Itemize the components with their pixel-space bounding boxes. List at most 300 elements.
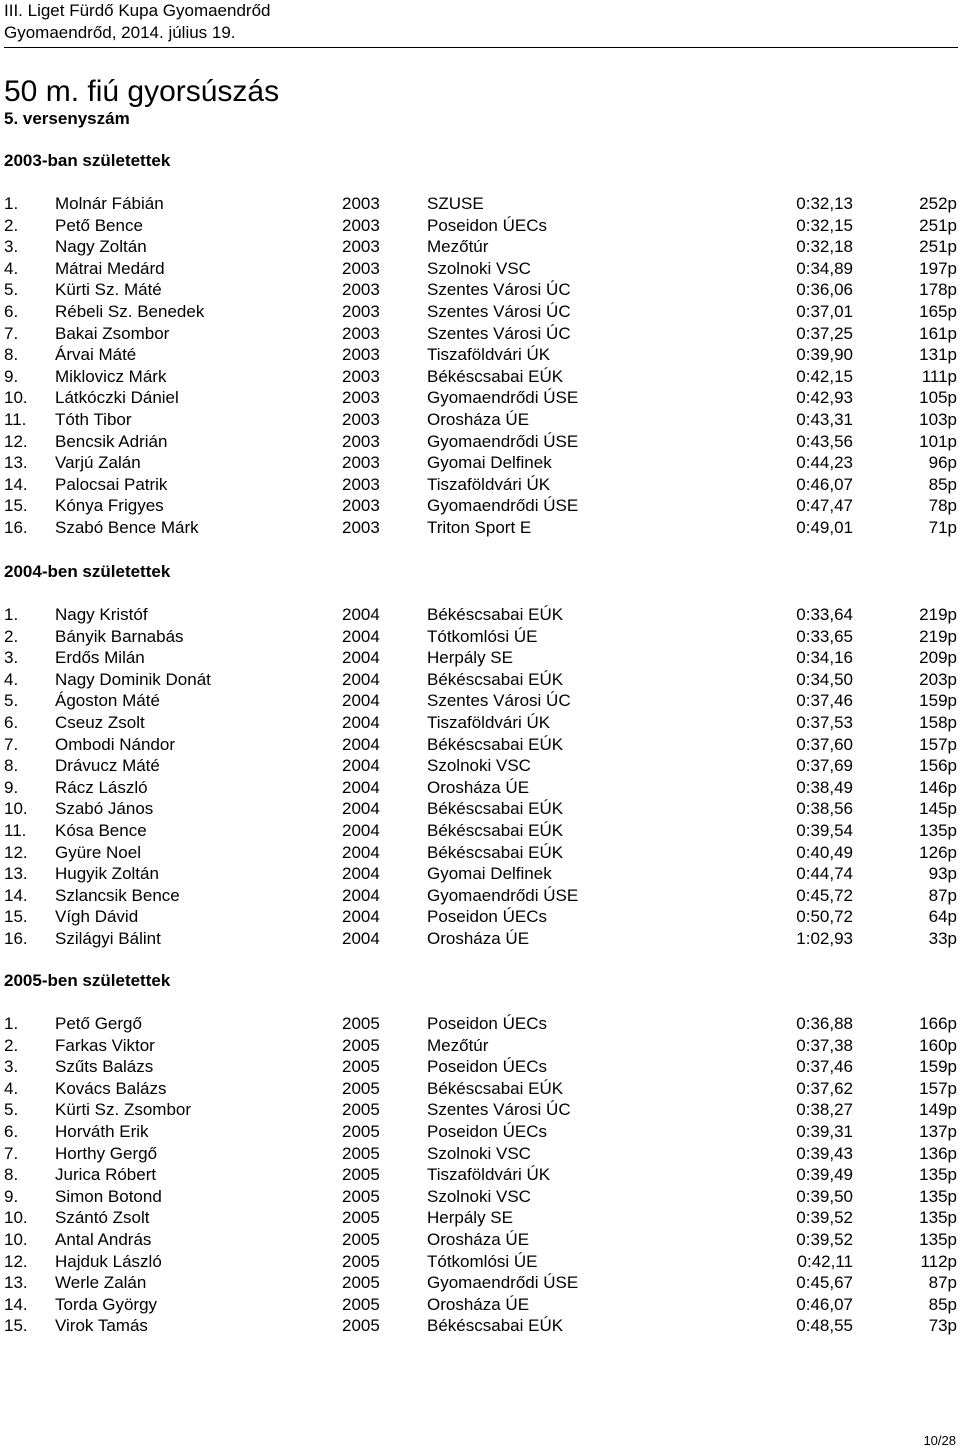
result-row bbox=[4, 1143, 957, 1165]
swimmer-name: Kósa Bence bbox=[55, 820, 147, 840]
swimmer-name: Kürti Sz. Máté bbox=[55, 280, 162, 300]
club-name: Békéscsabai EÚK bbox=[427, 820, 564, 840]
rank-cell: 5. bbox=[4, 280, 19, 300]
result-row bbox=[4, 258, 957, 280]
swimmer-name: Árvai Máté bbox=[55, 345, 137, 365]
event-number: 5. versenyszám bbox=[4, 109, 130, 128]
swimmer-name: Kürti Sz. Zsombor bbox=[55, 1100, 192, 1120]
result-time: 0:44,23 bbox=[796, 453, 853, 473]
rank-cell: 3. bbox=[4, 648, 19, 668]
club-name: Gyomaendrődi ÚSE bbox=[427, 885, 579, 905]
birth-year: 2004 bbox=[342, 842, 380, 862]
swimmer-name: Rácz László bbox=[55, 777, 148, 797]
birth-year: 2005 bbox=[342, 1035, 380, 1055]
birth-year: 2005 bbox=[342, 1078, 380, 1098]
club-name: Gyomaendrődi ÚSE bbox=[427, 388, 579, 408]
birth-year: 2005 bbox=[342, 1100, 380, 1120]
swimmer-name: Virok Tamás bbox=[55, 1316, 148, 1336]
result-time: 0:33,65 bbox=[796, 626, 853, 646]
swimmer-name: Drávucz Máté bbox=[55, 756, 160, 776]
result-time: 0:32,15 bbox=[796, 215, 853, 235]
rank-cell: 7. bbox=[4, 1143, 19, 1163]
swimmer-name: Miklovicz Márk bbox=[55, 366, 167, 386]
result-row bbox=[4, 495, 957, 517]
result-row bbox=[4, 777, 957, 799]
result-time: 0:38,27 bbox=[796, 1100, 853, 1120]
result-time: 0:42,15 bbox=[796, 366, 853, 386]
birth-year: 2003 bbox=[342, 301, 380, 321]
birth-year: 2004 bbox=[342, 669, 380, 689]
result-time: 0:39,50 bbox=[796, 1186, 853, 1206]
birth-year: 2005 bbox=[342, 1014, 380, 1033]
result-points: 71p bbox=[928, 517, 957, 537]
result-points: 159p bbox=[919, 691, 957, 711]
result-points: 131p bbox=[919, 345, 957, 365]
result-points: 85p bbox=[928, 1294, 957, 1314]
club-name: Szentes Városi ÚC bbox=[427, 301, 571, 321]
result-row bbox=[4, 1035, 957, 1057]
rank-cell: 10. bbox=[4, 799, 28, 819]
result-points: 103p bbox=[919, 409, 957, 429]
competition-name: III. Liget Fürdő Kupa Gyomaendrőd bbox=[4, 1, 271, 20]
result-row bbox=[4, 236, 957, 258]
club-name: Szentes Városi ÚC bbox=[427, 1100, 571, 1120]
result-row bbox=[4, 1294, 957, 1316]
club-name: Herpály SE bbox=[427, 648, 513, 668]
result-row bbox=[4, 1078, 957, 1100]
result-row bbox=[4, 820, 957, 842]
birth-year: 2003 bbox=[342, 474, 380, 494]
rank-cell: 9. bbox=[4, 366, 19, 386]
swimmer-name: Nagy Zoltán bbox=[55, 237, 147, 257]
rank-cell: 8. bbox=[4, 345, 19, 365]
result-time: 0:38,49 bbox=[796, 777, 853, 797]
rank-cell: 12. bbox=[4, 431, 28, 451]
birth-year: 2005 bbox=[342, 1273, 380, 1293]
birth-year: 2005 bbox=[342, 1121, 380, 1141]
result-time: 0:45,67 bbox=[796, 1273, 853, 1293]
result-time: 0:47,47 bbox=[796, 496, 853, 516]
result-time: 0:33,64 bbox=[796, 605, 853, 624]
swimmer-name: Szántó Zsolt bbox=[55, 1208, 150, 1228]
rank-cell: 10. bbox=[4, 1208, 28, 1228]
result-time: 0:39,31 bbox=[796, 1121, 853, 1141]
result-time: 0:46,07 bbox=[796, 474, 853, 494]
rank-cell: 11. bbox=[4, 409, 27, 429]
age-group-title: 2003-ban születettek bbox=[4, 151, 171, 170]
result-row bbox=[4, 863, 957, 885]
result-time: 0:37,38 bbox=[796, 1035, 853, 1055]
swimmer-name: Ombodi Nándor bbox=[55, 734, 176, 754]
age-group-title: 2004-ben születettek bbox=[4, 562, 171, 581]
result-points: 156p bbox=[919, 756, 957, 776]
result-row bbox=[4, 906, 957, 928]
result-time: 0:42,93 bbox=[796, 388, 853, 408]
birth-year: 2003 bbox=[342, 215, 380, 235]
age-group-title: 2005-ben születettek bbox=[4, 971, 171, 990]
club-name: Tótkomlósi ÚE bbox=[427, 1251, 538, 1271]
result-row bbox=[4, 193, 957, 215]
swimmer-name: Bencsik Adrián bbox=[55, 431, 168, 451]
club-name: Szolnoki VSC bbox=[427, 258, 531, 278]
rank-cell: 16. bbox=[4, 928, 28, 948]
club-name: Mezőtúr bbox=[427, 237, 489, 257]
birth-year: 2003 bbox=[342, 388, 380, 408]
result-time: 0:43,31 bbox=[796, 409, 853, 429]
birth-year: 2005 bbox=[342, 1316, 380, 1336]
swimmer-name: Gyüre Noel bbox=[55, 842, 141, 862]
result-points: 96p bbox=[928, 453, 957, 473]
swimmer-name: Hugyik Zoltán bbox=[55, 864, 159, 884]
rank-cell: 13. bbox=[4, 864, 28, 884]
result-points: 135p bbox=[919, 1208, 957, 1228]
page-number: 10/28 bbox=[923, 1433, 956, 1448]
rank-cell: 4. bbox=[4, 1078, 19, 1098]
birth-year: 2004 bbox=[342, 907, 380, 927]
result-time: 0:39,90 bbox=[796, 345, 853, 365]
results-list bbox=[4, 1013, 957, 1337]
result-time: 0:44,74 bbox=[796, 864, 853, 884]
result-points: 158p bbox=[919, 712, 957, 732]
result-row bbox=[4, 798, 957, 820]
result-row bbox=[4, 1272, 957, 1294]
swimmer-name: Farkas Viktor bbox=[55, 1035, 155, 1055]
club-name: Gyomaendrődi ÚSE bbox=[427, 1273, 579, 1293]
result-row bbox=[4, 517, 957, 539]
rank-cell: 3. bbox=[4, 237, 19, 257]
club-name: Orosháza ÚE bbox=[427, 409, 530, 429]
birth-year: 2005 bbox=[342, 1229, 380, 1249]
rank-cell: 13. bbox=[4, 1273, 28, 1293]
swimmer-name: Antal András bbox=[55, 1229, 152, 1249]
rank-cell: 11. bbox=[4, 820, 27, 840]
result-row bbox=[4, 1013, 957, 1035]
birth-year: 2003 bbox=[342, 194, 380, 213]
age-group-section bbox=[4, 970, 957, 1337]
result-row bbox=[4, 215, 957, 237]
result-row bbox=[4, 301, 957, 323]
result-time: 0:39,52 bbox=[796, 1229, 853, 1249]
club-name: Orosháza ÚE bbox=[427, 1294, 530, 1314]
club-name: Gyomaendrődi ÚSE bbox=[427, 496, 579, 516]
swimmer-name: Kónya Frigyes bbox=[55, 496, 164, 516]
swimmer-name: Horthy Gergő bbox=[55, 1143, 158, 1163]
result-points: 112p bbox=[920, 1251, 957, 1271]
rank-cell: 15. bbox=[4, 907, 28, 927]
result-points: 111p bbox=[921, 366, 957, 386]
swimmer-name: Rébeli Sz. Benedek bbox=[55, 301, 205, 321]
swimmer-name: Simon Botond bbox=[55, 1186, 162, 1206]
age-group-section bbox=[4, 150, 957, 539]
header-divider bbox=[4, 47, 958, 48]
club-name: Békéscsabai EÚK bbox=[427, 1078, 564, 1098]
result-row bbox=[4, 604, 957, 626]
result-time: 0:36,88 bbox=[796, 1014, 853, 1033]
result-points: 73p bbox=[928, 1316, 957, 1336]
result-points: 203p bbox=[919, 669, 957, 689]
rank-cell: 13. bbox=[4, 453, 28, 473]
birth-year: 2005 bbox=[342, 1186, 380, 1206]
result-points: 135p bbox=[919, 1186, 957, 1206]
birth-year: 2003 bbox=[342, 496, 380, 516]
swimmer-name: Pető Gergő bbox=[55, 1014, 142, 1033]
result-points: 85p bbox=[928, 474, 957, 494]
results-list bbox=[4, 193, 957, 539]
club-name: Gyomaendrődi ÚSE bbox=[427, 431, 579, 451]
rank-cell: 1. bbox=[4, 605, 19, 624]
swimmer-name: Ágoston Máté bbox=[55, 691, 160, 711]
result-time: 0:39,49 bbox=[796, 1165, 853, 1185]
club-name: Szentes Városi ÚC bbox=[427, 280, 571, 300]
club-name: Poseidon ÚECs bbox=[427, 1057, 548, 1077]
club-name: Békéscsabai EÚK bbox=[427, 842, 564, 862]
rank-cell: 1. bbox=[4, 1014, 19, 1033]
result-row bbox=[4, 1207, 957, 1229]
result-time: 0:39,52 bbox=[796, 1208, 853, 1228]
birth-year: 2003 bbox=[342, 409, 380, 429]
swimmer-name: Jurica Róbert bbox=[55, 1165, 157, 1185]
rank-cell: 2. bbox=[4, 215, 19, 235]
birth-year: 2005 bbox=[342, 1294, 380, 1314]
rank-cell: 8. bbox=[4, 756, 19, 776]
result-time: 0:37,25 bbox=[796, 323, 853, 343]
club-name: Tótkomlósi ÚE bbox=[427, 626, 538, 646]
rank-cell: 2. bbox=[4, 1035, 19, 1055]
swimmer-name: Cseuz Zsolt bbox=[55, 712, 145, 732]
result-time: 0:43,56 bbox=[796, 431, 853, 451]
birth-year: 2004 bbox=[342, 734, 380, 754]
result-points: 135p bbox=[919, 1165, 957, 1185]
club-name: Poseidon ÚECs bbox=[427, 215, 548, 235]
swimmer-name: Palocsai Patrik bbox=[55, 474, 168, 494]
rank-cell: 4. bbox=[4, 258, 19, 278]
result-row bbox=[4, 474, 957, 496]
birth-year: 2003 bbox=[342, 431, 380, 451]
club-name: Orosháza ÚE bbox=[427, 1229, 530, 1249]
results-list bbox=[4, 604, 957, 950]
result-time: 0:46,07 bbox=[796, 1294, 853, 1314]
birth-year: 2004 bbox=[342, 648, 380, 668]
result-row bbox=[4, 1315, 957, 1337]
result-time: 0:38,56 bbox=[796, 799, 853, 819]
birth-year: 2004 bbox=[342, 799, 380, 819]
club-name: Poseidon ÚECs bbox=[427, 907, 548, 927]
club-name: Békéscsabai EÚK bbox=[427, 799, 564, 819]
result-points: 136p bbox=[919, 1143, 957, 1163]
birth-year: 2003 bbox=[342, 323, 380, 343]
club-name: Szolnoki VSC bbox=[427, 756, 531, 776]
swimmer-name: Tóth Tibor bbox=[55, 409, 132, 429]
result-points: 135p bbox=[919, 1229, 957, 1249]
club-name: Békéscsabai EÚK bbox=[427, 605, 564, 624]
result-points: 105p bbox=[919, 388, 957, 408]
result-points: 165p bbox=[919, 301, 957, 321]
result-points: 145p bbox=[919, 799, 957, 819]
result-points: 252p bbox=[919, 194, 957, 213]
result-time: 0:50,72 bbox=[796, 907, 853, 927]
birth-year: 2004 bbox=[342, 777, 380, 797]
result-row bbox=[4, 647, 957, 669]
swimmer-name: Torda György bbox=[55, 1294, 158, 1314]
result-time: 0:37,60 bbox=[796, 734, 853, 754]
birth-year: 2004 bbox=[342, 712, 380, 732]
club-name: Szentes Városi ÚC bbox=[427, 691, 571, 711]
result-row bbox=[4, 842, 957, 864]
rank-cell: 14. bbox=[4, 885, 28, 905]
swimmer-name: Nagy Dominik Donát bbox=[55, 669, 211, 689]
rank-cell: 15. bbox=[4, 496, 28, 516]
club-name: Szolnoki VSC bbox=[427, 1186, 531, 1206]
rank-cell: 16. bbox=[4, 517, 28, 537]
swimmer-name: Kovács Balázs bbox=[55, 1078, 167, 1098]
event-title: 50 m. fiú gyorsúszás bbox=[4, 75, 280, 108]
age-group-section bbox=[4, 561, 957, 950]
rank-cell: 5. bbox=[4, 691, 19, 711]
result-points: 157p bbox=[919, 1078, 957, 1098]
rank-cell: 2. bbox=[4, 626, 19, 646]
result-row bbox=[4, 1099, 957, 1121]
birth-year: 2003 bbox=[342, 237, 380, 257]
rank-cell: 5. bbox=[4, 1100, 19, 1120]
result-row bbox=[4, 366, 957, 388]
result-points: 197p bbox=[919, 258, 957, 278]
result-points: 160p bbox=[919, 1035, 957, 1055]
birth-year: 2005 bbox=[342, 1143, 380, 1163]
result-row bbox=[4, 279, 957, 301]
result-row bbox=[4, 1229, 957, 1251]
swimmer-name: Szilágyi Bálint bbox=[55, 928, 161, 948]
result-time: 0:32,18 bbox=[796, 237, 853, 257]
result-row bbox=[4, 431, 957, 453]
result-points: 166p bbox=[919, 1014, 957, 1033]
rank-cell: 7. bbox=[4, 323, 19, 343]
rank-cell: 14. bbox=[4, 1294, 28, 1314]
swimmer-name: Szabó János bbox=[55, 799, 154, 819]
birth-year: 2004 bbox=[342, 626, 380, 646]
result-time: 0:34,89 bbox=[796, 258, 853, 278]
rank-cell: 12. bbox=[4, 842, 28, 862]
club-name: Gyomai Delfinek bbox=[427, 453, 552, 473]
result-row bbox=[4, 669, 957, 691]
club-name: Békéscsabai EÚK bbox=[427, 1316, 564, 1336]
rank-cell: 7. bbox=[4, 734, 19, 754]
result-row bbox=[4, 734, 957, 756]
result-time: 0:32,13 bbox=[796, 194, 853, 213]
result-time: 1:02,93 bbox=[796, 928, 853, 948]
rank-cell: 10. bbox=[4, 388, 28, 408]
result-time: 0:48,55 bbox=[796, 1316, 853, 1336]
result-time: 0:49,01 bbox=[796, 517, 853, 537]
club-name: Tiszaföldvári ÚK bbox=[427, 1165, 551, 1185]
result-time: 0:39,54 bbox=[796, 820, 853, 840]
result-row bbox=[4, 1251, 957, 1273]
result-time: 0:34,50 bbox=[796, 669, 853, 689]
rank-cell: 6. bbox=[4, 712, 19, 732]
result-time: 0:34,16 bbox=[796, 648, 853, 668]
result-points: 251p bbox=[919, 237, 957, 257]
birth-year: 2003 bbox=[342, 453, 380, 473]
result-time: 0:37,46 bbox=[796, 1057, 853, 1077]
result-points: 135p bbox=[919, 820, 957, 840]
swimmer-name: Vígh Dávid bbox=[55, 907, 139, 927]
result-points: 161p bbox=[919, 323, 957, 343]
result-points: 219p bbox=[919, 626, 957, 646]
rank-cell: 3. bbox=[4, 1057, 19, 1077]
result-time: 0:39,43 bbox=[796, 1143, 853, 1163]
result-points: 159p bbox=[919, 1057, 957, 1077]
birth-year: 2004 bbox=[342, 756, 380, 776]
swimmer-name: Szlancsik Bence bbox=[55, 885, 180, 905]
result-points: 209p bbox=[919, 648, 957, 668]
swimmer-name: Szűts Balázs bbox=[55, 1057, 154, 1077]
rank-cell: 10. bbox=[4, 1229, 28, 1249]
rank-cell: 4. bbox=[4, 669, 19, 689]
rank-cell: 6. bbox=[4, 301, 19, 321]
club-name: Tiszaföldvári ÚK bbox=[427, 474, 551, 494]
rank-cell: 8. bbox=[4, 1165, 19, 1185]
birth-year: 2005 bbox=[342, 1165, 380, 1185]
club-name: Orosháza ÚE bbox=[427, 928, 530, 948]
result-row bbox=[4, 690, 957, 712]
birth-year: 2003 bbox=[342, 258, 380, 278]
result-points: 87p bbox=[928, 885, 957, 905]
swimmer-name: Horváth Erik bbox=[55, 1121, 149, 1141]
club-name: Tiszaföldvári ÚK bbox=[427, 712, 551, 732]
result-time: 0:37,69 bbox=[796, 756, 853, 776]
result-time: 0:37,62 bbox=[796, 1078, 853, 1098]
rank-cell: 15. bbox=[4, 1316, 28, 1336]
rank-cell: 14. bbox=[4, 474, 28, 494]
result-time: 0:37,46 bbox=[796, 691, 853, 711]
result-row bbox=[4, 1186, 957, 1208]
rank-cell: 1. bbox=[4, 194, 19, 213]
birth-year: 2003 bbox=[342, 366, 380, 386]
result-points: 64p bbox=[928, 907, 957, 927]
result-row bbox=[4, 387, 957, 409]
club-name: SZUSE bbox=[427, 194, 484, 213]
birth-year: 2005 bbox=[342, 1208, 380, 1228]
result-time: 0:37,01 bbox=[796, 301, 853, 321]
result-time: 0:37,53 bbox=[796, 712, 853, 732]
club-name: Békéscsabai EÚK bbox=[427, 669, 564, 689]
result-row bbox=[4, 712, 957, 734]
birth-year: 2004 bbox=[342, 864, 380, 884]
result-time: 0:40,49 bbox=[796, 842, 853, 862]
club-name: Békéscsabai EÚK bbox=[427, 734, 564, 754]
club-name: Poseidon ÚECs bbox=[427, 1014, 548, 1033]
birth-year: 2003 bbox=[342, 345, 380, 365]
result-points: 146p bbox=[919, 777, 957, 797]
result-row bbox=[4, 626, 957, 648]
club-name: Gyomai Delfinek bbox=[427, 864, 552, 884]
result-points: 178p bbox=[919, 280, 957, 300]
result-points: 101p bbox=[919, 431, 957, 451]
result-points: 251p bbox=[919, 215, 957, 235]
swimmer-name: Nagy Kristóf bbox=[55, 605, 148, 624]
result-points: 219p bbox=[919, 605, 957, 624]
birth-year: 2004 bbox=[342, 885, 380, 905]
club-name: Herpály SE bbox=[427, 1208, 513, 1228]
result-row bbox=[4, 885, 957, 907]
club-name: Tiszaföldvári ÚK bbox=[427, 345, 551, 365]
result-row bbox=[4, 1121, 957, 1143]
swimmer-name: Szabó Bence Márk bbox=[55, 517, 199, 537]
result-row bbox=[4, 1056, 957, 1078]
location-date: Gyomaendrőd, 2014. július 19. bbox=[4, 23, 236, 42]
swimmer-name: Mátrai Medárd bbox=[55, 258, 165, 278]
result-row bbox=[4, 452, 957, 474]
club-name: Poseidon ÚECs bbox=[427, 1121, 548, 1141]
